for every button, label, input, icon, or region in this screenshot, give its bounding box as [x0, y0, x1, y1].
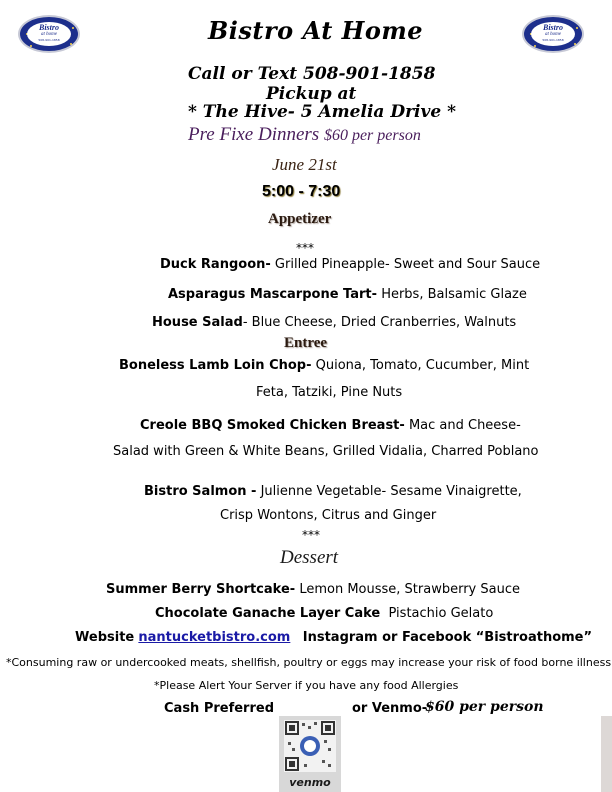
menu-item — [152, 315, 516, 330]
page-title: Bistro At Home — [208, 16, 423, 45]
venmo-label: venmo — [289, 776, 331, 789]
dessert-heading: Dessert — [280, 547, 339, 568]
menu-item-desc: Herbs, Balsamic Glaze — [381, 287, 527, 302]
menu-item-desc: - Blue Cheese, Dried Cranberries, Walnuts — [242, 315, 517, 330]
menu-item — [119, 358, 529, 373]
menu-item — [160, 257, 540, 272]
menu-item-name: Creole BBQ Smoked Chicken Breast- — [140, 418, 405, 433]
entree-separator: *** — [302, 528, 320, 542]
disclaimer: *Consuming raw or undercooked meats, shellfish, poultry or eggs may increase your risk of food borne illness — [6, 656, 612, 669]
menu-item-name: House Salad — [152, 315, 243, 330]
logo-text: Bistro — [542, 23, 563, 32]
menu-item-desc: Grilled Pineapple- Sweet and Sour Sauce — [274, 257, 541, 272]
decorative-edge — [601, 716, 612, 792]
menu-item-desc-cont: Feta, Tatziki, Pine Nuts — [256, 385, 403, 400]
website-line — [75, 630, 592, 645]
logo-subtext: at home — [41, 32, 57, 37]
menu-item-name: Duck Rangoon- — [160, 257, 271, 272]
call-line: Call or Text 508-901-1858 — [188, 64, 436, 84]
menu-item-name: Asparagus Mascarpone Tart- — [168, 287, 378, 302]
venmo-text: or Venmo- — [352, 701, 428, 716]
menu-item-name: Summer Berry Shortcake- — [106, 582, 296, 597]
venmo-qr-code[interactable] — [279, 716, 341, 792]
event-date: June 21st — [272, 155, 337, 174]
menu-item-desc: Quiona, Tomato, Cucumber, Mint — [315, 358, 530, 373]
footer-price: $60 per person — [425, 699, 544, 715]
logo-right — [522, 15, 584, 53]
appetizer-heading: Appetizer — [268, 211, 332, 227]
menu-item-name: Boneless Lamb Loin Chop- — [119, 358, 312, 373]
menu-item — [106, 582, 520, 597]
qr-icon — [284, 720, 336, 772]
location-line: * The Hive- 5 Amelia Drive * — [188, 102, 456, 122]
menu-item-desc-cont: Salad with Green & White Beans, Grilled Vidalia, Charred Poblano — [113, 444, 539, 459]
menu-item-desc: Julienne Vegetable- Sesame Vinaigrette, — [260, 484, 522, 499]
logo-text: Bistro — [38, 23, 59, 32]
menu-item — [144, 484, 522, 499]
menu-item-desc-cont: Crisp Wontons, Citrus and Ginger — [220, 508, 437, 523]
logo-left — [18, 15, 80, 53]
website-label: Website — [75, 630, 135, 645]
menu-item-desc: Pistachio Gelato — [388, 606, 494, 621]
allergy-notice: *Please Alert Your Server if you have any food Allergies — [154, 679, 459, 692]
pre-fixe-label: Pre Fixe Dinners — [188, 124, 320, 145]
menu-item-name: Bistro Salmon - — [144, 484, 257, 499]
menu-item — [140, 418, 521, 433]
pre-fixe-price: $60 per person — [323, 127, 421, 144]
entree-heading: Entree — [284, 335, 328, 351]
logo-phone: 508-901-1858 — [38, 38, 60, 42]
cash-preferred: Cash Preferred — [164, 701, 275, 716]
menu-item-desc: Mac and Cheese- — [408, 418, 521, 433]
appetizer-separator: *** — [296, 241, 314, 255]
menu-item — [155, 606, 493, 621]
venmo-logo-icon — [300, 736, 320, 756]
menu-item — [168, 287, 527, 302]
pre-fixe-line — [188, 124, 421, 146]
logo-subtext: at home — [545, 32, 561, 37]
pickup-line: Pickup at — [266, 84, 357, 104]
menu-item-name: Chocolate Ganache Layer Cake — [155, 606, 381, 621]
logo-phone: 508-901-1858 — [542, 38, 564, 42]
website-link[interactable]: nantucketbistro.com — [138, 630, 291, 645]
menu-item-desc: Lemon Mousse, Strawberry Sauce — [299, 582, 520, 597]
event-time: 5:00 - 7:30 — [262, 183, 341, 200]
social-handle: Instagram or Facebook “Bistroathome” — [302, 630, 593, 645]
